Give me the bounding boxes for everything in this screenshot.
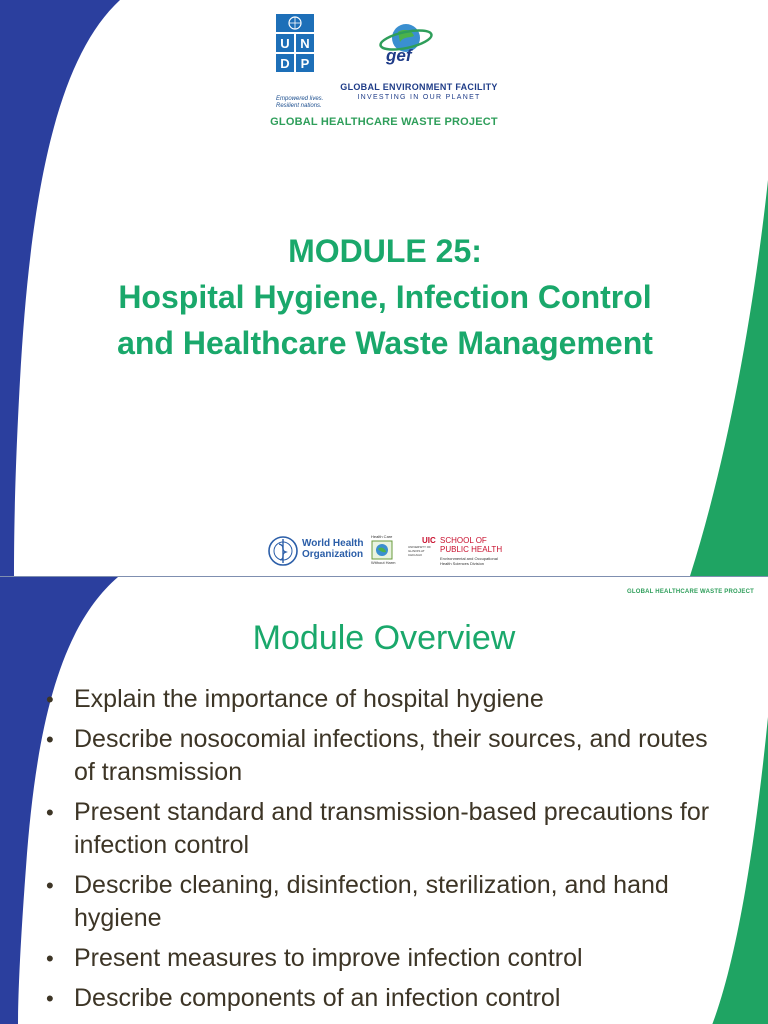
bullet-item: • Present standard and transmission-based precautions for infection control <box>46 796 726 862</box>
uic-university: UNIVERSITY OF ILLINOIS AT CHICAGO <box>408 545 431 557</box>
un-emblem-icon <box>285 15 305 31</box>
gef-name: GLOBAL ENVIRONMENT FACILITY <box>340 82 498 92</box>
uic-wordmark: UIC <box>422 536 436 545</box>
bullet-item: • Describe cleaning, disinfection, sterilization, and hand hygiene <box>46 869 726 935</box>
undp-letter-u: U <box>276 34 294 52</box>
bullet-item: • Describe components of an infection control <box>46 982 726 1015</box>
hcwh-logo-icon <box>371 540 393 560</box>
gef-subtitle: INVESTING IN OUR PLANET <box>357 94 481 101</box>
who-emblem-icon <box>266 534 300 568</box>
project-title: GLOBAL HEALTHCARE WASTE PROJECT <box>270 116 498 128</box>
hcwh-top-text: Health Care <box>371 534 393 539</box>
undp-letter-n: N <box>296 34 314 52</box>
gef-wordmark: gef <box>386 46 412 65</box>
overview-bullets <box>46 683 726 1022</box>
module-title-line2: Hospital Hygiene, Infection Control <box>118 279 652 315</box>
module-title <box>40 228 730 366</box>
uic-school-name: SCHOOL OF PUBLIC HEALTH <box>440 536 503 554</box>
partner-logos <box>266 530 516 570</box>
module-title-line3: and Healthcare Waste Management <box>117 325 653 361</box>
who-name: World Health Organization <box>302 538 364 560</box>
undp-letter-d: D <box>276 54 294 72</box>
undp-logo <box>276 14 340 110</box>
module-title-line1: MODULE 25: <box>288 233 482 269</box>
bullet-item: • Present measures to improve infection control <box>46 942 726 975</box>
hcwh-bottom-text: Without Harm <box>371 560 396 565</box>
overview-slide <box>0 576 768 1024</box>
overview-title: Module Overview <box>252 619 516 657</box>
globe-icon <box>334 14 504 76</box>
undp-letter-p: P <box>296 54 314 72</box>
undp-tagline: Empowered lives. Resilient nations. <box>276 96 324 109</box>
project-header: GLOBAL HEALTHCARE WASTE PROJECT <box>627 589 754 595</box>
bullet-item: • Describe nosocomial infections, their sources, and routes of transmission <box>46 723 726 789</box>
bullet-item: • Explain the importance of hospital hygiene <box>46 683 726 716</box>
uic-division: Environmental and Occupational Health Sciences Division <box>440 556 498 566</box>
